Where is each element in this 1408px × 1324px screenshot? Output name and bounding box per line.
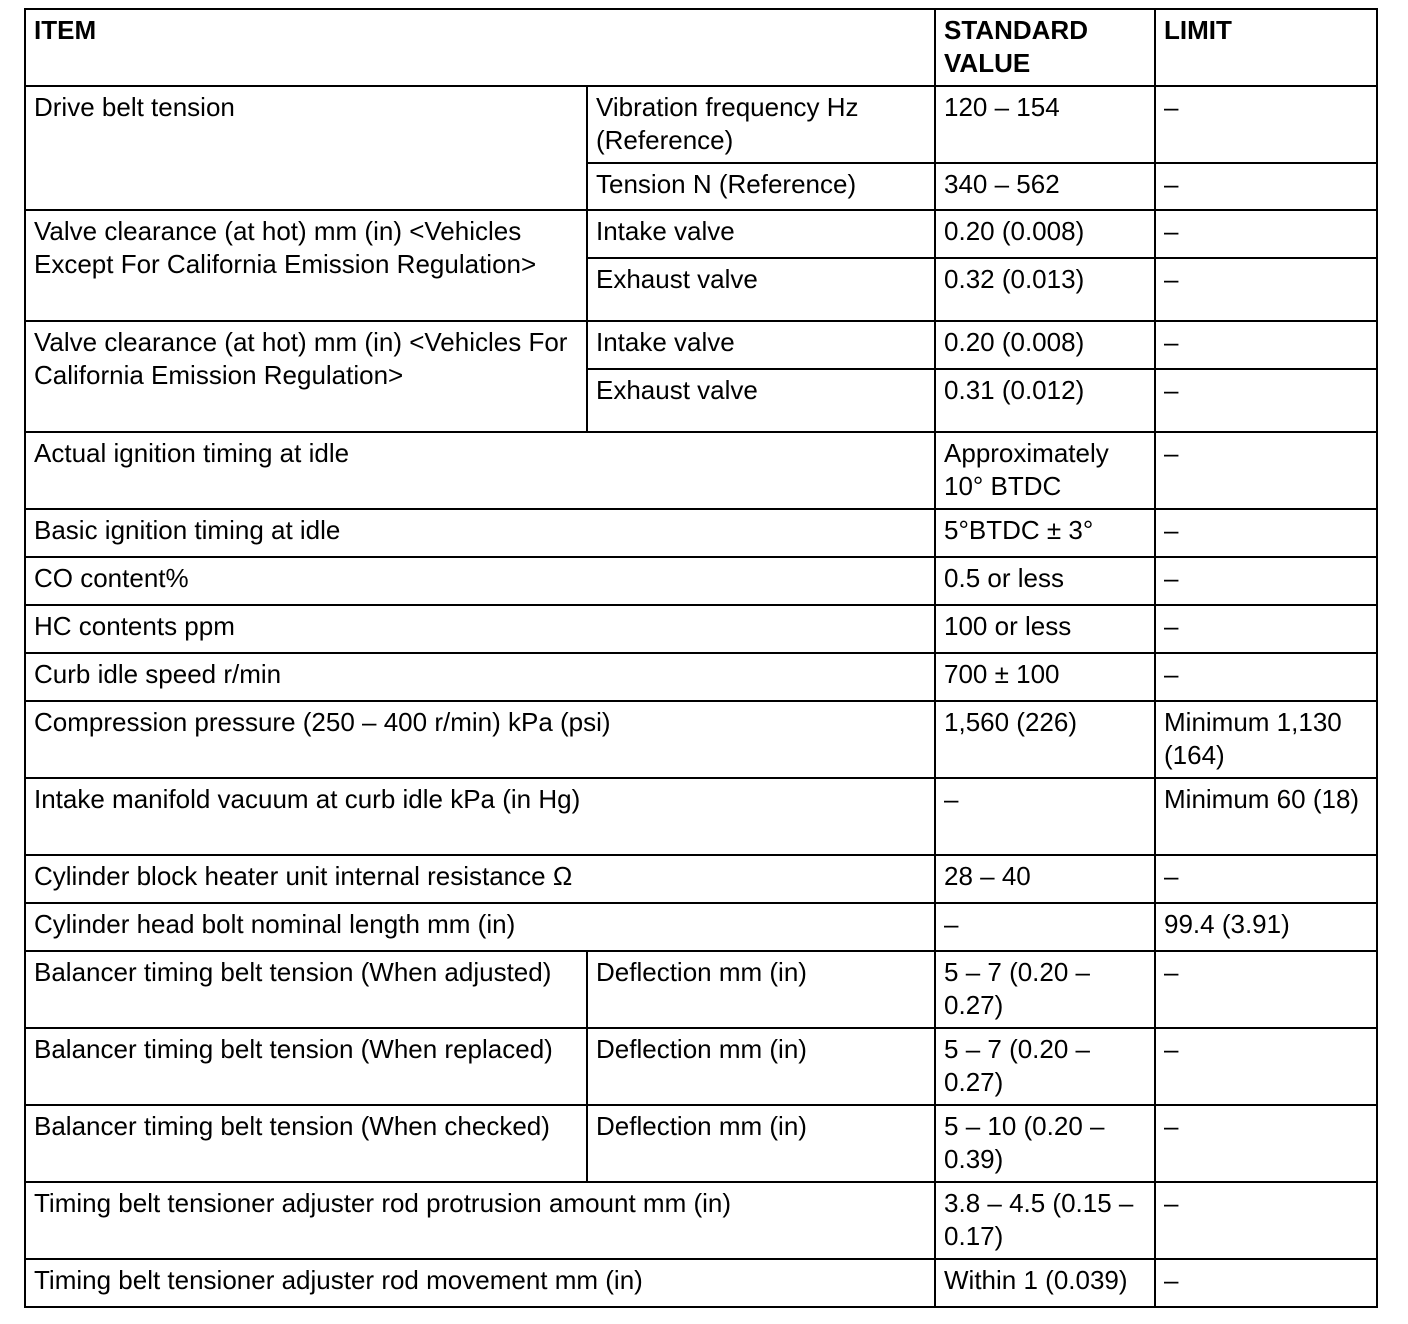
item-cell: Balancer timing belt tension (When adjusted) — [25, 951, 587, 1028]
sub-item-cell: Intake valve — [587, 210, 935, 258]
limit-cell: – — [1155, 855, 1377, 903]
limit-cell: – — [1155, 1028, 1377, 1105]
item-cell: Cylinder head bolt nominal length mm (in) — [25, 903, 935, 951]
limit-cell: – — [1155, 1182, 1377, 1259]
standard-value-cell: Within 1 (0.039) — [935, 1259, 1155, 1307]
item-cell: Curb idle speed r/min — [25, 653, 935, 701]
standard-value-cell: 1,560 (226) — [935, 701, 1155, 778]
standard-value-cell: – — [935, 903, 1155, 951]
limit-cell: – — [1155, 1105, 1377, 1182]
table-row — [25, 509, 1377, 557]
limit-cell: 99.4 (3.91) — [1155, 903, 1377, 951]
standard-value-cell: 0.31 (0.012) — [935, 369, 1155, 432]
table-row — [25, 321, 1377, 369]
item-cell: Timing belt tensioner adjuster rod protrusion amount mm (in) — [25, 1182, 935, 1259]
header-standard-value: STANDARD VALUE — [935, 9, 1155, 86]
limit-cell: – — [1155, 557, 1377, 605]
table-row — [25, 605, 1377, 653]
limit-cell: – — [1155, 653, 1377, 701]
standard-value-cell: 3.8 – 4.5 (0.15 – 0.17) — [935, 1182, 1155, 1259]
table-row — [25, 210, 1377, 258]
table-row — [25, 1259, 1377, 1307]
item-cell: Cylinder block heater unit internal resistance Ω — [25, 855, 935, 903]
limit-cell: – — [1155, 86, 1377, 163]
standard-value-cell: 700 ± 100 — [935, 653, 1155, 701]
limit-cell: – — [1155, 432, 1377, 509]
table-row — [25, 557, 1377, 605]
limit-cell: – — [1155, 258, 1377, 321]
table-row — [25, 778, 1377, 855]
item-cell: Balancer timing belt tension (When checked) — [25, 1105, 587, 1182]
limit-cell: Minimum 1,130 (164) — [1155, 701, 1377, 778]
header-limit: LIMIT — [1155, 9, 1377, 86]
sub-item-cell: Deflection mm (in) — [587, 951, 935, 1028]
sub-item-cell: Tension N (Reference) — [587, 163, 935, 210]
sub-item-cell: Vibration frequency Hz (Reference) — [587, 86, 935, 163]
limit-cell: – — [1155, 951, 1377, 1028]
limit-cell: – — [1155, 210, 1377, 258]
item-cell: Intake manifold vacuum at curb idle kPa (in Hg) — [25, 778, 935, 855]
standard-value-cell: – — [935, 778, 1155, 855]
standard-value-cell: 100 or less — [935, 605, 1155, 653]
item-cell: CO content% — [25, 557, 935, 605]
limit-cell: – — [1155, 163, 1377, 210]
table-row — [25, 1182, 1377, 1259]
limit-cell: – — [1155, 509, 1377, 557]
standard-value-cell: 5 – 7 (0.20 – 0.27) — [935, 1028, 1155, 1105]
table-row — [25, 1028, 1377, 1105]
standard-value-cell: 28 – 40 — [935, 855, 1155, 903]
standard-value-cell: 5°BTDC ± 3° — [935, 509, 1155, 557]
standard-value-cell: 0.5 or less — [935, 557, 1155, 605]
standard-value-cell: 0.20 (0.008) — [935, 210, 1155, 258]
item-cell: Balancer timing belt tension (When replaced) — [25, 1028, 587, 1105]
table-row — [25, 855, 1377, 903]
table-row — [25, 86, 1377, 163]
item-cell: Drive belt tension — [25, 86, 587, 210]
item-cell: Actual ignition timing at idle — [25, 432, 935, 509]
table-row — [25, 432, 1377, 509]
header-row — [25, 9, 1377, 86]
table-row — [25, 653, 1377, 701]
limit-cell: – — [1155, 605, 1377, 653]
item-cell: Basic ignition timing at idle — [25, 509, 935, 557]
standard-value-cell: 5 – 7 (0.20 – 0.27) — [935, 951, 1155, 1028]
table-row — [25, 951, 1377, 1028]
sub-item-cell: Exhaust valve — [587, 258, 935, 321]
sub-item-cell: Exhaust valve — [587, 369, 935, 432]
table-row — [25, 701, 1377, 778]
specifications-table — [24, 8, 1378, 1308]
item-cell: HC contents ppm — [25, 605, 935, 653]
standard-value-cell: 340 – 562 — [935, 163, 1155, 210]
sub-item-cell: Deflection mm (in) — [587, 1028, 935, 1105]
limit-cell: – — [1155, 321, 1377, 369]
item-cell: Valve clearance (at hot) mm (in) <Vehicles Except For California Emission Regulation> — [25, 210, 587, 321]
standard-value-cell: 0.32 (0.013) — [935, 258, 1155, 321]
standard-value-cell: 5 – 10 (0.20 – 0.39) — [935, 1105, 1155, 1182]
limit-cell: Minimum 60 (18) — [1155, 778, 1377, 855]
standard-value-cell: 120 – 154 — [935, 86, 1155, 163]
sub-item-cell: Deflection mm (in) — [587, 1105, 935, 1182]
table-row — [25, 903, 1377, 951]
item-cell: Compression pressure (250 – 400 r/min) kPa (psi) — [25, 701, 935, 778]
item-cell: Timing belt tensioner adjuster rod movement mm (in) — [25, 1259, 935, 1307]
limit-cell: – — [1155, 369, 1377, 432]
item-cell: Valve clearance (at hot) mm (in) <Vehicles For California Emission Regulation> — [25, 321, 587, 432]
standard-value-cell: 0.20 (0.008) — [935, 321, 1155, 369]
standard-value-cell: Approximately 10° BTDC — [935, 432, 1155, 509]
limit-cell: – — [1155, 1259, 1377, 1307]
sub-item-cell: Intake valve — [587, 321, 935, 369]
table-row — [25, 1105, 1377, 1182]
header-item: ITEM — [25, 9, 935, 86]
